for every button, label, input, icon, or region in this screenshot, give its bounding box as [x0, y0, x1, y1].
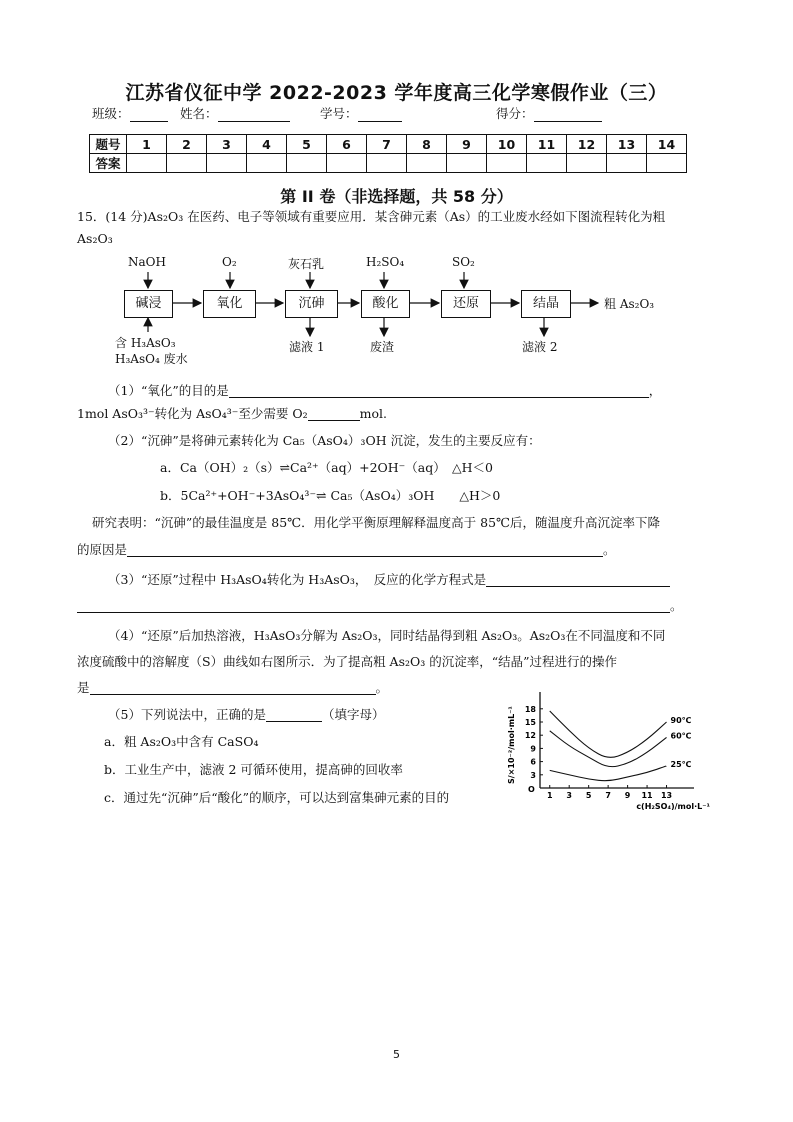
step-acidification: 酸化 — [361, 290, 410, 318]
question-number-cell: 7 — [367, 135, 407, 154]
question-number-cell: 12 — [567, 135, 607, 154]
x-tick-label: 9 — [624, 791, 631, 800]
series-line — [550, 766, 667, 781]
step-crystallization: 结晶 — [521, 290, 571, 318]
q15-part4-line3 — [77, 679, 388, 697]
reaction-a: a．Ca（OH）₂（s）⇌Ca²⁺（aq）+2OH⁻（aq） △H＜0 — [160, 460, 493, 475]
question-number-cell: 11 — [527, 135, 567, 154]
y-tick-label: 3 — [530, 770, 536, 780]
step-oxidation: 氧化 — [203, 290, 256, 318]
reaction-b: b．5Ca²⁺+OH⁻+3AsO₄³⁻⇌ Ca₅（AsO₄）₃OH △H＞0 — [160, 488, 501, 503]
reason-answer-blank[interactable] — [127, 542, 603, 557]
equation-answer-blank-2[interactable] — [77, 598, 670, 613]
part4-label: 是 — [77, 680, 90, 695]
step-reduction: 还原 — [441, 290, 491, 318]
question-number-cell: 9 — [447, 135, 487, 154]
page-title: 江苏省仪征中学 2022-2023 学年度高三化学寒假作业（三） — [125, 82, 668, 104]
x-tick-label: 7 — [605, 791, 611, 800]
series-label: 60℃ — [670, 731, 692, 741]
y-tick-label: 12 — [524, 731, 536, 741]
question-number-cell: 5 — [287, 135, 327, 154]
score-label: 得分： — [496, 106, 534, 121]
part1-text: （1）“氧化”的目的是 — [108, 383, 229, 398]
x-axis-label: c(H₂SO₄)/mol·L⁻¹ — [636, 802, 710, 810]
page-number: 5 — [393, 1048, 400, 1061]
y-axis-label: S/×10⁻²/mol·mL⁻¹ — [507, 706, 516, 784]
q15-intro-line2: As₂O₃ — [77, 231, 113, 246]
question-number-cell: 14 — [647, 135, 687, 154]
solubility-chart — [502, 688, 712, 810]
student-id-label: 学号： — [320, 106, 358, 121]
y-tick-label: 9 — [530, 744, 536, 754]
q15-intro-line1: 15．(14 分)As₂O₃ 在医药、电子等领域有重要应用．某含砷元素（As）的工业废水经如下图流程转化为粗 — [77, 209, 666, 224]
part1-answer-blank[interactable] — [229, 383, 649, 398]
question-number-cell: 3 — [207, 135, 247, 154]
series-line — [550, 731, 667, 767]
answer-header: 答案 — [90, 154, 127, 173]
y-tick-label: 15 — [524, 718, 536, 727]
q15-part3-line1 — [108, 571, 670, 589]
x-tick-label: 1 — [546, 791, 553, 800]
question-number-header: 题号 — [90, 135, 127, 154]
input-naoh: NaOH — [128, 255, 166, 269]
choice-answer-blank[interactable] — [266, 707, 322, 722]
feed-label-line2: H₃AsO₄ 废水 — [115, 352, 188, 366]
q15-part1-line2 — [77, 405, 387, 423]
reason-end: 。 — [603, 542, 616, 557]
research-finding: 研究表明：“沉砷”的最佳温度是 85℃．用化学平衡原理解释温度高于 85℃后，随温度升高沉淀率下降 — [92, 515, 661, 530]
q15-part3-line2 — [77, 597, 683, 615]
question-number-cell: 6 — [327, 135, 367, 154]
question-number-cell: 4 — [247, 135, 287, 154]
part5-text: （5）下列说法中，正确的是 — [108, 707, 266, 722]
q15-part4-line1: （4）“还原”后加热溶液，H₃AsO₃分解为 As₂O₃，同时结晶得到粗 As₂O₃。As₂O₃在不同温度和不同 — [108, 628, 666, 643]
output-filtrate-1: 滤液 1 — [289, 340, 325, 354]
part5-fill-hint: （填字母） — [321, 707, 385, 722]
origin-label: O — [528, 785, 535, 794]
series-label: 90℃ — [670, 716, 692, 725]
input-oxygen: O₂ — [222, 255, 237, 269]
output-filtrate-2: 滤液 2 — [522, 340, 558, 354]
step-arsenic-precipitation: 沉砷 — [285, 290, 338, 318]
part1-unit: mol. — [359, 406, 387, 421]
q15-part5-intro — [108, 706, 384, 724]
option-c: c．通过先“沉砷”后“酸化”的顺序，可以达到富集砷元素的目的 — [104, 790, 450, 805]
x-tick-label: 5 — [585, 791, 592, 800]
part1-oxygen-text: 1mol AsO₃³⁻转化为 AsO₄³⁻至少需要 O₂ — [77, 406, 308, 421]
name-label: 姓名： — [180, 106, 218, 121]
option-a: a．粗 As₂O₃中含有 CaSO₄ — [104, 734, 259, 749]
option-b: b．工业生产中，滤液 2 可循环使用，提高砷的回收率 — [104, 762, 403, 777]
question-number-cell: 1 — [127, 135, 167, 154]
section-title: 第 II 卷（非选择题，共 58 分） — [280, 187, 513, 206]
q15-part2-answer-line — [77, 541, 616, 559]
q15-part4-line2: 浓度硫酸中的溶解度（S）曲线如右图所示．为了提高粗 As₂O₃ 的沉淀率，“结晶”过程进行的操作 — [77, 654, 618, 669]
y-tick-label: 18 — [524, 704, 536, 714]
reason-label: 的原因是 — [77, 542, 128, 557]
q15-part1-line1 — [108, 382, 661, 400]
input-lime-milk: 灰石乳 — [288, 257, 325, 271]
y-tick-label: 6 — [530, 757, 536, 767]
flowchart-arrows — [0, 0, 793, 380]
x-tick-label: 3 — [566, 791, 572, 800]
equation-answer-blank[interactable] — [486, 572, 670, 587]
x-tick-label: 13 — [660, 791, 673, 800]
question-number-cell: 10 — [487, 135, 527, 154]
product-label: 粗 As₂O₃ — [604, 297, 655, 311]
class-label: 班级： — [92, 106, 130, 121]
x-tick-label: 11 — [641, 791, 653, 800]
part3-text: （3）“还原”过程中 H₃AsO₄转化为 H₃AsO₃， 反应的化学方程式是 — [108, 572, 487, 587]
input-sulfuric-acid: H₂SO₄ — [366, 255, 405, 269]
output-waste-residue: 废渣 — [370, 340, 395, 354]
question-number-cell: 13 — [607, 135, 647, 154]
q15-part2-intro: （2）“沉砷”是将砷元素转化为 Ca₅（AsO₄）₃OH 沉淀，发生的主要反应有： — [108, 433, 541, 448]
crystallization-answer-blank[interactable] — [90, 680, 376, 695]
series-label: 25℃ — [670, 760, 692, 769]
part4-end: 。 — [375, 680, 389, 695]
part3-end: 。 — [670, 598, 683, 613]
question-number-cell: 2 — [167, 135, 207, 154]
oxygen-moles-blank[interactable] — [308, 406, 360, 421]
feed-label-line1: 含 H₃AsO₃ — [115, 336, 176, 350]
input-sulfur-dioxide: SO₂ — [452, 255, 475, 269]
part1-comma: ， — [648, 383, 662, 398]
step-alkali-leach: 碱浸 — [124, 290, 173, 318]
question-number-cell: 8 — [407, 135, 447, 154]
